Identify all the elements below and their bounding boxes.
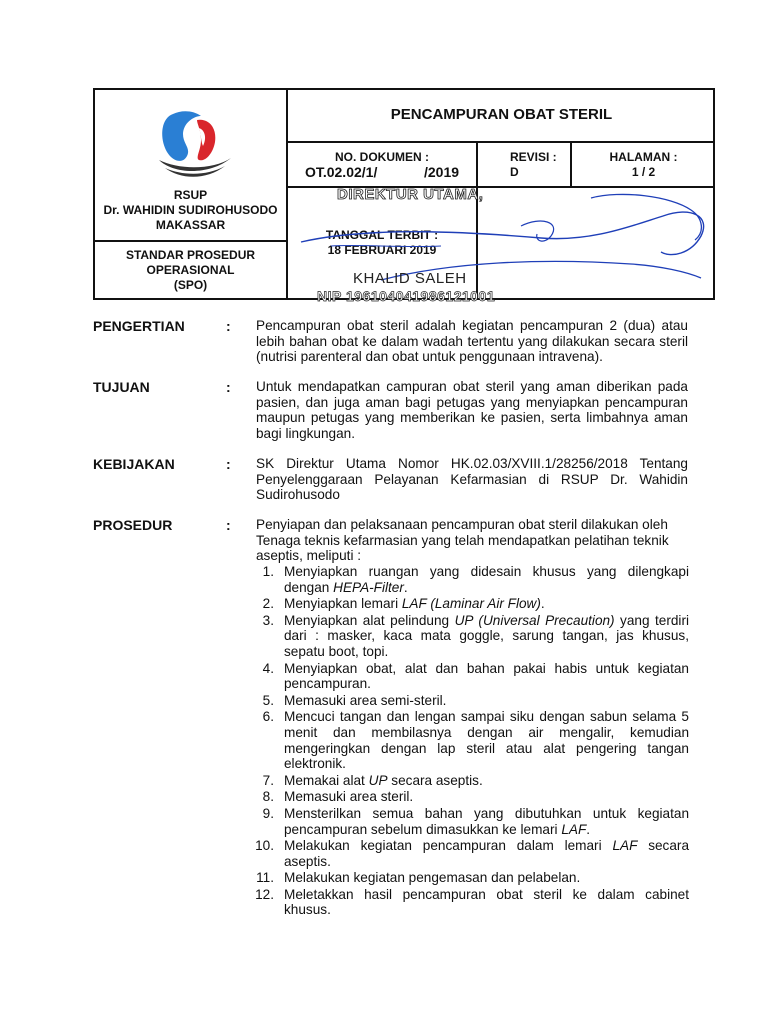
step-text-part: . xyxy=(540,596,545,612)
hospital-name xyxy=(95,188,286,233)
director-name: KHALID SALEH xyxy=(353,270,467,287)
revisi-cell xyxy=(478,150,570,180)
step-text-part: yang terdiri dari : masker, kaca mata goggle, sarung tangan, jas khusus, sepatu boot, topi. xyxy=(284,612,689,659)
step-text-part: Menyiapkan alat pelindung xyxy=(284,612,455,628)
section-colon-tujuan: : xyxy=(226,379,231,395)
step-number: 9. xyxy=(262,805,274,821)
section-label-tujuan: TUJUAN xyxy=(93,379,150,395)
step-number: 6. xyxy=(262,709,274,725)
halaman-value: 1 / 2 xyxy=(631,165,656,179)
list-item xyxy=(246,838,689,869)
step-number: 11. xyxy=(256,870,274,886)
list-item xyxy=(246,887,689,918)
step-text xyxy=(284,661,689,692)
director-nip: NIP 196104041986121001 xyxy=(317,288,496,304)
document-header-table xyxy=(93,88,715,304)
step-number: 12. xyxy=(255,886,274,902)
step-text-part: Melakukan kegiatan pengemasan dan pelabelan. xyxy=(284,870,581,886)
step-text xyxy=(284,806,689,837)
step-number: 4. xyxy=(262,660,274,676)
step-text-part: Melakukan kegiatan pencampuran dalam lemari xyxy=(284,838,613,854)
step-number: 5. xyxy=(262,692,274,708)
document-title: PENCAMPURAN OBAT STERIL xyxy=(390,106,613,123)
step-text xyxy=(284,613,689,660)
step-number: 2. xyxy=(262,596,274,612)
section-colon-prosedur: : xyxy=(226,517,231,533)
step-text-part: Memakai alat xyxy=(284,772,369,788)
step-text-part: Memasuki area steril. xyxy=(284,789,414,805)
step-text-italic: LAF xyxy=(561,821,587,837)
spo-line-1: STANDAR PROSEDUR xyxy=(125,248,256,262)
director-title: DIREKTUR UTAMA, xyxy=(337,186,484,203)
doc-number-value: OT.02.02/1/ /2019 xyxy=(304,164,460,180)
section-colon-kebijakan: : xyxy=(226,456,231,472)
step-text xyxy=(284,596,689,612)
list-item xyxy=(246,806,689,837)
section-text-kebijakan: SK Direktur Utama Nomor HK.02.03/XVIII.1/28256/2018 Tentang Penyelenggaraan Pelayanan Kefarmasian di RSUP Dr. Wahidin Sudirohusodo xyxy=(256,456,688,503)
list-item xyxy=(246,773,689,789)
step-text-italic: UP xyxy=(368,772,388,788)
step-text xyxy=(284,693,689,709)
step-text-italic: HEPA-Filter xyxy=(333,579,404,595)
spo-line-2: OPERASIONAL xyxy=(146,263,235,277)
section-text-prosedur-intro: Penyiapan dan pelaksanaan pencampuran obat steril dilakukan oleh Tenaga teknis kefarmasian yang telah mendapatkan pelatihan teknik aseptis, meliputi : xyxy=(256,517,669,564)
step-text-part: Mencuci tangan dan lengan sampai siku dengan sabun selama 5 menit dan membilasnya dengan air mengalir, kemudian mengeringkan dengan lap steril atau alat pengering tangan elektronik. xyxy=(284,709,689,772)
halaman-label: HALAMAN : xyxy=(609,150,678,164)
list-item xyxy=(246,564,689,595)
header-divider-title xyxy=(288,141,715,143)
step-text xyxy=(284,870,689,886)
step-text-part: Mensterilkan semua bahan yang dibutuhkan untuk kegiatan pencampuran sebelum dimasukkan ke lemari xyxy=(284,805,689,837)
spo-line-3: (SPO) xyxy=(173,278,208,292)
step-text-part: Menyiapkan obat, alat dan bahan pakai habis untuk kegiatan pencampuran. xyxy=(284,660,689,692)
spo-label xyxy=(95,248,286,293)
list-item xyxy=(246,870,689,886)
list-item xyxy=(246,789,689,805)
step-text xyxy=(284,838,689,869)
step-number: 8. xyxy=(262,789,274,805)
section-text-pengertian: Pencampuran obat steril adalah kegiatan pencampuran 2 (dua) atau lebih bahan obat ke dalam wadah tertentu yang dilakukan secara steril (nutrisi parenteral dan obat untuk penggunaan intravena). xyxy=(256,318,688,365)
step-text xyxy=(284,789,689,805)
section-colon-pengertian: : xyxy=(226,318,231,334)
section-text-tujuan: Untuk mendapatkan campuran obat steril yang aman diberikan pada pasien, dan juga aman bagi petugas yang menyiapkan pencampuran maupun petugas yang memberikan ke pasien, serta limbahnya aman bagi lingkungan. xyxy=(256,379,688,441)
list-item xyxy=(246,596,689,612)
step-text-part: Menyiapkan lemari xyxy=(284,596,402,612)
step-number: 10. xyxy=(255,838,274,854)
list-item xyxy=(246,709,689,771)
doc-number-label: NO. DOKUMEN : xyxy=(335,150,429,164)
step-text xyxy=(284,773,689,789)
step-number: 3. xyxy=(262,612,274,628)
step-text-italic: LAF (Laminar Air Flow) xyxy=(401,596,541,612)
doc-number-cell xyxy=(288,150,476,180)
revisi-value: D xyxy=(510,165,519,179)
step-text-italic: LAF xyxy=(612,838,638,854)
step-text-part: Memasuki area semi-steril. xyxy=(284,692,447,708)
step-text xyxy=(284,709,689,771)
step-text-italic: UP (Universal Precaution) xyxy=(454,612,615,628)
section-label-prosedur: PROSEDUR xyxy=(93,517,173,533)
step-text-part: . xyxy=(403,579,408,595)
revisi-label: REVISI : xyxy=(510,150,557,164)
step-text xyxy=(284,564,689,595)
hospital-line-2: Dr. WAHIDIN SUDIROHUSODO xyxy=(103,203,278,217)
step-text-part: secara aseptis. xyxy=(387,772,483,788)
list-item xyxy=(246,693,689,709)
header-divider-spo xyxy=(95,240,288,242)
section-label-pengertian: PENGERTIAN xyxy=(93,318,185,334)
hospital-logo-icon xyxy=(153,108,237,188)
step-number: 7. xyxy=(262,772,274,788)
tanggal-value: 18 FEBRUARI 2019 xyxy=(327,243,437,257)
section-label-kebijakan: KEBIJAKAN xyxy=(93,456,175,472)
procedure-steps-list xyxy=(246,564,689,919)
step-text-part: Meletakkan hasil pencampuran obat steril ke dalam cabinet khusus. xyxy=(284,886,689,918)
step-text xyxy=(284,887,689,918)
halaman-cell xyxy=(572,150,715,180)
hospital-line-3: MAKASSAR xyxy=(155,218,226,232)
step-text-part: . xyxy=(586,821,591,837)
list-item xyxy=(246,661,689,692)
step-text-part: Menyiapkan ruangan yang didesain khusus yang dilengkapi dengan xyxy=(284,564,689,595)
step-number: 1. xyxy=(262,564,274,579)
list-item xyxy=(246,613,689,660)
tanggal-label: TANGGAL TERBIT : xyxy=(325,228,439,242)
step-text-part: secara aseptis. xyxy=(284,838,690,869)
hospital-line-1: RSUP xyxy=(173,188,208,202)
